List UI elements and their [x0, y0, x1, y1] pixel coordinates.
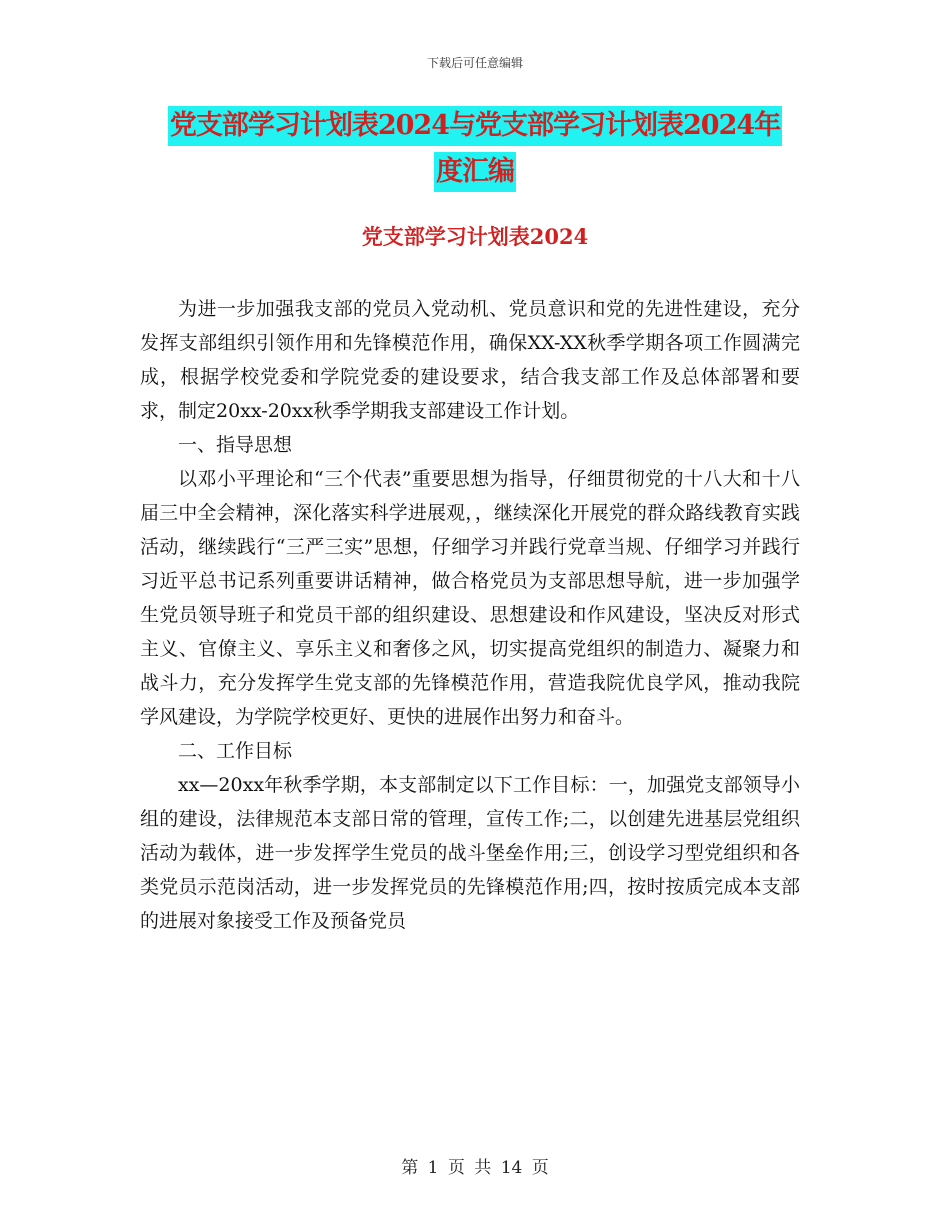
- paragraph-guiding-ideology: 以邓小平理论和“三个代表”重要思想为指导，仔细贯彻党的十八大和十八届三中全会精神，深化落实科学进展观，，继续深化开展党的群众路线教育实践活动，继续践行“三严三实”思想，仔细学习并践行党章当规、仔细学习并践行习近平总书记系列重要讲话精神，做合格党员为支部思想导航，进一步加强学生党员领导班子和党员干部的组织建设、思想建设和作风建设，坚决反对形式主义、官僚主义、享乐主义和奢侈之风，切实提高党组织的制造力、凝聚力和战斗力，充分发挥学生党支部的先锋模范作用，营造我院优良学风，推动我院学风建设，为学院学校更好、更快的进展作出努力和奋斗。: [140, 468, 800, 728]
- page-number: 第 1 页 共 14 页: [401, 1158, 549, 1178]
- title-line-1: 党支部学习计划表2024与党支部学习计划表2024年: [168, 106, 782, 146]
- header-note: 下载后可任意编辑: [426, 56, 523, 70]
- document-title: [150, 106, 800, 192]
- paragraph-intro: 为进一步加强我支部的党员入党动机、党员意识和党的先进性建设，充分发挥支部组织引领作用和先锋模范作用，确保XX-XX秋季学期各项工作圆满完成，根据学校党委和学院党委的建设要求，结合我支部工作及总体部署和要求，制定20xx-20xx秋季学期我支部建设工作计划。: [140, 298, 800, 422]
- heading-work-goals: 二、工作目标: [178, 740, 293, 762]
- heading-guiding-ideology: 一、指导思想: [178, 434, 293, 456]
- document-body: [140, 292, 800, 972]
- section-title: 党支部学习计划表2024: [361, 224, 589, 249]
- title-line-2: 度汇编: [434, 152, 516, 192]
- paragraph-work-goals: xx—20xx年秋季学期，本支部制定以下工作目标：一，加强党支部领导小组的建设，法律规范本支部日常的管理，宣传工作;二，以创建先进基层党组织活动为载体，进一步发挥学生党员的战斗堡垒作用;三，创设学习型党组织和各类党员示范岗活动，进一步发挥党员的先锋模范作用;四，按时按质完成本支部的进展对象接受工作及预备党员: [140, 774, 800, 932]
